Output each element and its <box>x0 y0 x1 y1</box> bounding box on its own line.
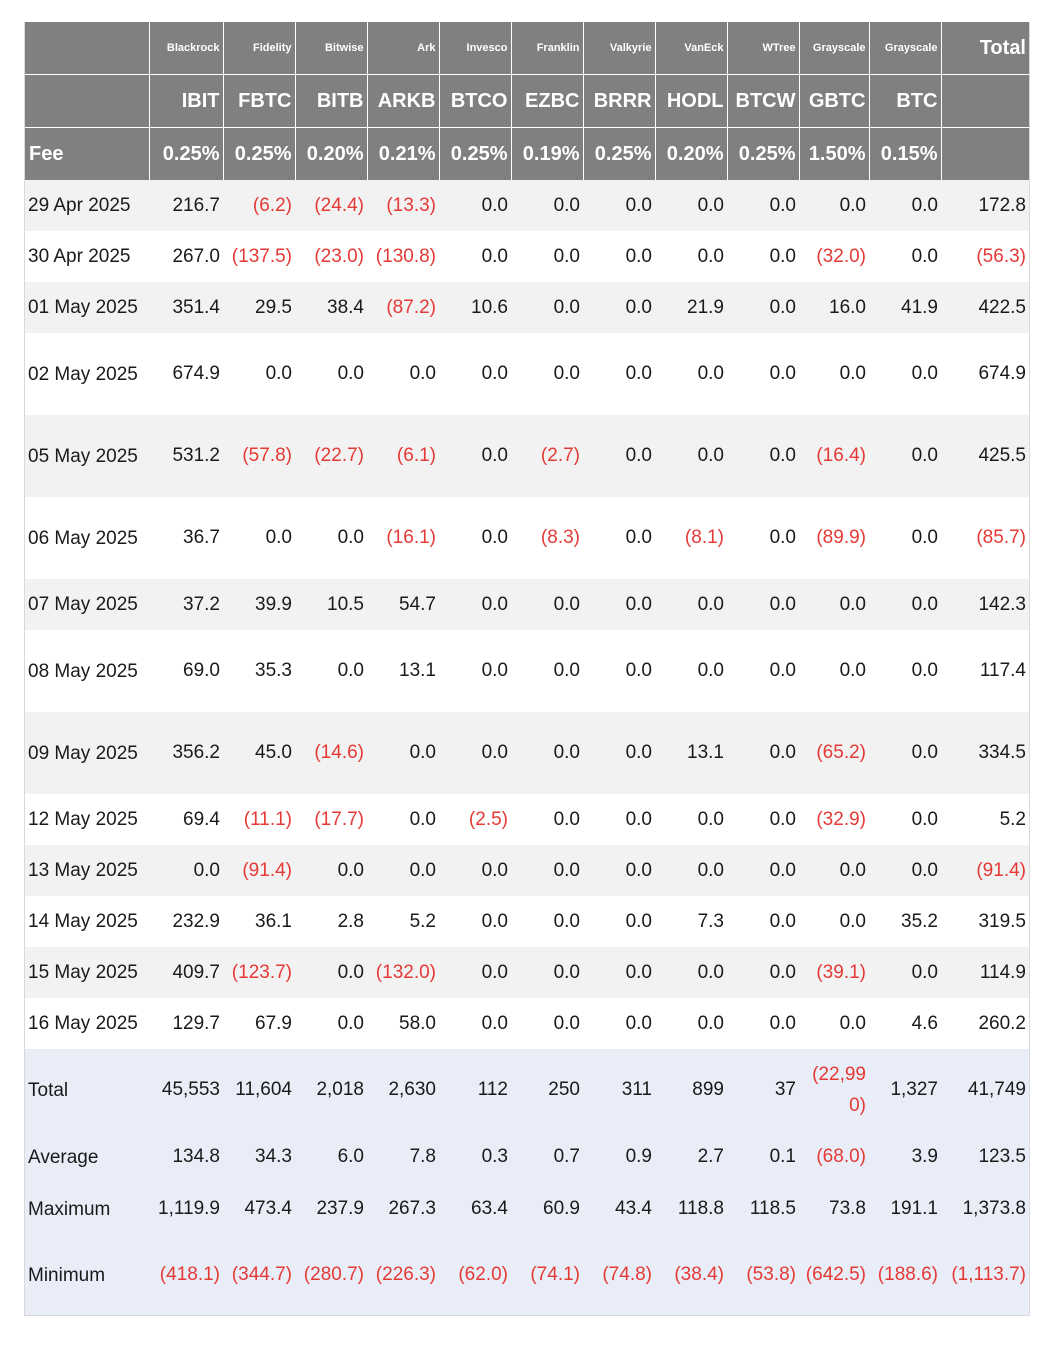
ticker-header-cell: EZBC <box>511 75 583 128</box>
flow-cell: 0.0 <box>655 333 727 415</box>
total-header-cell: Total <box>941 22 1029 75</box>
flow-cell: 36.7 <box>149 497 223 579</box>
flow-cell: 13.1 <box>655 712 727 794</box>
flow-cell: 35.3 <box>223 630 295 712</box>
flow-cell: 0.0 <box>727 896 799 947</box>
flow-cell: 0.0 <box>869 415 941 497</box>
row-total-cell: 5.2 <box>941 794 1029 845</box>
summary-cell: (418.1) <box>149 1235 223 1315</box>
flow-cell: 351.4 <box>149 282 223 333</box>
flow-cell: 0.0 <box>727 333 799 415</box>
fee-cell: 1.50% <box>799 128 869 181</box>
table-row <box>25 630 1029 712</box>
flow-cell: (17.7) <box>295 794 367 845</box>
flow-cell: (89.9) <box>799 497 869 579</box>
flow-cell: 41.9 <box>869 282 941 333</box>
flow-cell: 0.0 <box>511 231 583 282</box>
summary-cell: 1,327 <box>869 1049 941 1131</box>
summary-cell: 1,373.8 <box>941 1183 1029 1235</box>
etf-flow-table-container <box>24 22 1030 1316</box>
summary-label: Maximum <box>25 1183 149 1235</box>
summary-cell: 0.3 <box>439 1131 511 1183</box>
flow-cell: 0.0 <box>295 947 367 998</box>
ticker-header-cell: BTCO <box>439 75 511 128</box>
flow-cell: 0.0 <box>511 333 583 415</box>
flow-cell: 0.0 <box>727 231 799 282</box>
flow-cell: (132.0) <box>367 947 439 998</box>
flow-cell: 0.0 <box>439 333 511 415</box>
fee-label: Fee <box>25 128 149 181</box>
flow-cell: 0.0 <box>799 998 869 1049</box>
flow-cell: 0.0 <box>727 794 799 845</box>
summary-row <box>25 1235 1029 1315</box>
flow-cell: 0.0 <box>799 180 869 231</box>
flow-cell: 0.0 <box>583 333 655 415</box>
summary-cell: 899 <box>655 1049 727 1131</box>
row-total-cell: (85.7) <box>941 497 1029 579</box>
summary-cell: 123.5 <box>941 1131 1029 1183</box>
flow-cell: 0.0 <box>655 794 727 845</box>
flow-cell: 0.0 <box>727 282 799 333</box>
summary-cell: (642.5) <box>799 1235 869 1315</box>
fee-cell <box>941 128 1029 181</box>
summary-cell: 60.9 <box>511 1183 583 1235</box>
summary-cell: 73.8 <box>799 1183 869 1235</box>
fee-cell: 0.20% <box>295 128 367 181</box>
summary-cell: 0.7 <box>511 1131 583 1183</box>
flow-cell: (13.3) <box>367 180 439 231</box>
row-total-cell: 334.5 <box>941 712 1029 794</box>
table-row <box>25 497 1029 579</box>
row-total-cell: 117.4 <box>941 630 1029 712</box>
flow-cell: (16.1) <box>367 497 439 579</box>
flow-cell: (130.8) <box>367 231 439 282</box>
flow-cell: 0.0 <box>439 497 511 579</box>
flow-cell: 10.6 <box>439 282 511 333</box>
table-row <box>25 845 1029 896</box>
flow-cell: 69.4 <box>149 794 223 845</box>
flow-cell: (23.0) <box>295 231 367 282</box>
summary-cell: (74.8) <box>583 1235 655 1315</box>
summary-cell: 250 <box>511 1049 583 1131</box>
flow-cell: 0.0 <box>869 845 941 896</box>
flow-cell: 0.0 <box>295 845 367 896</box>
flow-cell: (14.6) <box>295 712 367 794</box>
summary-cell: (226.3) <box>367 1235 439 1315</box>
flow-cell: 67.9 <box>223 998 295 1049</box>
flow-cell: 0.0 <box>583 630 655 712</box>
flow-cell: 29.5 <box>223 282 295 333</box>
summary-cell: (68.0) <box>799 1131 869 1183</box>
flow-cell: (65.2) <box>799 712 869 794</box>
summary-cell: 2,018 <box>295 1049 367 1131</box>
flow-cell: 21.9 <box>655 282 727 333</box>
ticker-header-cell: BTC <box>869 75 941 128</box>
flow-cell: 37.2 <box>149 579 223 630</box>
summary-cell: 43.4 <box>583 1183 655 1235</box>
flow-cell: (16.4) <box>799 415 869 497</box>
flow-cell: 45.0 <box>223 712 295 794</box>
issuer-header-cell: Franklin <box>511 22 583 75</box>
row-total-cell: 260.2 <box>941 998 1029 1049</box>
summary-cell: 3.9 <box>869 1131 941 1183</box>
flow-cell: (2.5) <box>439 794 511 845</box>
issuer-header-row <box>25 22 1029 75</box>
issuer-header-cell: Valkyrie <box>583 22 655 75</box>
flow-cell: 0.0 <box>869 180 941 231</box>
date-cell: 15 May 2025 <box>25 947 149 998</box>
summary-cell: 45,553 <box>149 1049 223 1131</box>
ticker-header-cell: GBTC <box>799 75 869 128</box>
flow-cell: 0.0 <box>727 579 799 630</box>
flow-cell: 216.7 <box>149 180 223 231</box>
flow-cell: 0.0 <box>295 630 367 712</box>
corner-cell <box>25 22 149 75</box>
flow-cell: 0.0 <box>439 415 511 497</box>
summary-cell: 34.3 <box>223 1131 295 1183</box>
ticker-header-row <box>25 75 1029 128</box>
flow-cell: 0.0 <box>655 579 727 630</box>
table-row <box>25 896 1029 947</box>
row-total-cell: 422.5 <box>941 282 1029 333</box>
summary-cell: 112 <box>439 1049 511 1131</box>
flow-cell: 54.7 <box>367 579 439 630</box>
flow-cell: 0.0 <box>655 415 727 497</box>
fee-cell: 0.15% <box>869 128 941 181</box>
flow-cell: 0.0 <box>439 947 511 998</box>
summary-cell: 0.9 <box>583 1131 655 1183</box>
flow-cell: 10.5 <box>295 579 367 630</box>
table-body <box>25 180 1029 1315</box>
flow-cell: 0.0 <box>367 333 439 415</box>
row-total-cell: 319.5 <box>941 896 1029 947</box>
summary-cell: 118.8 <box>655 1183 727 1235</box>
flow-cell: 0.0 <box>869 231 941 282</box>
row-total-cell: 172.8 <box>941 180 1029 231</box>
flow-cell: 0.0 <box>799 630 869 712</box>
flow-cell: 0.0 <box>727 845 799 896</box>
flow-cell: (39.1) <box>799 947 869 998</box>
summary-cell: 63.4 <box>439 1183 511 1235</box>
issuer-header-cell: Ark <box>367 22 439 75</box>
ticker-header-cell <box>941 75 1029 128</box>
flow-cell: 4.6 <box>869 998 941 1049</box>
ticker-header-cell: BTCW <box>727 75 799 128</box>
flow-cell: 0.0 <box>511 282 583 333</box>
flow-cell: 267.0 <box>149 231 223 282</box>
summary-cell: 473.4 <box>223 1183 295 1235</box>
flow-cell: 0.0 <box>439 712 511 794</box>
flow-cell: 0.0 <box>727 947 799 998</box>
row-total-cell: 674.9 <box>941 333 1029 415</box>
flow-cell: (8.1) <box>655 497 727 579</box>
fee-cell: 0.25% <box>149 128 223 181</box>
flow-cell: (6.2) <box>223 180 295 231</box>
summary-row <box>25 1049 1029 1131</box>
summary-cell: 237.9 <box>295 1183 367 1235</box>
summary-cell: (1,113.7) <box>941 1235 1029 1315</box>
flow-cell: 0.0 <box>511 180 583 231</box>
row-total-cell: 142.3 <box>941 579 1029 630</box>
summary-cell: 267.3 <box>367 1183 439 1235</box>
summary-row <box>25 1183 1029 1235</box>
flow-cell: 0.0 <box>511 896 583 947</box>
row-total-cell: (91.4) <box>941 845 1029 896</box>
flow-cell: 0.0 <box>439 845 511 896</box>
flow-cell: 0.0 <box>799 896 869 947</box>
flow-cell: (8.3) <box>511 497 583 579</box>
flow-cell: 531.2 <box>149 415 223 497</box>
issuer-header-cell: VanEck <box>655 22 727 75</box>
issuer-header-cell: Invesco <box>439 22 511 75</box>
flow-cell: 0.0 <box>439 998 511 1049</box>
flow-cell: (91.4) <box>223 845 295 896</box>
issuer-header-cell: Bitwise <box>295 22 367 75</box>
flow-cell: 0.0 <box>511 947 583 998</box>
date-cell: 09 May 2025 <box>25 712 149 794</box>
flow-cell: 0.0 <box>655 845 727 896</box>
flow-cell: 16.0 <box>799 282 869 333</box>
flow-cell: 0.0 <box>869 712 941 794</box>
flow-cell: 0.0 <box>869 497 941 579</box>
flow-cell: 0.0 <box>727 630 799 712</box>
flow-cell: 13.1 <box>367 630 439 712</box>
summary-cell: (38.4) <box>655 1235 727 1315</box>
table-row <box>25 231 1029 282</box>
table-row <box>25 712 1029 794</box>
flow-cell: 0.0 <box>511 794 583 845</box>
table-row <box>25 180 1029 231</box>
flow-cell: 38.4 <box>295 282 367 333</box>
summary-cell: 118.5 <box>727 1183 799 1235</box>
flow-cell: 0.0 <box>295 497 367 579</box>
date-cell: 05 May 2025 <box>25 415 149 497</box>
flow-cell: 0.0 <box>149 845 223 896</box>
date-cell: 13 May 2025 <box>25 845 149 896</box>
flow-cell: 0.0 <box>583 947 655 998</box>
flow-cell: 409.7 <box>149 947 223 998</box>
flow-cell: 0.0 <box>367 845 439 896</box>
flow-cell: 0.0 <box>583 896 655 947</box>
flow-cell: 7.3 <box>655 896 727 947</box>
flow-cell: 0.0 <box>583 497 655 579</box>
table-row <box>25 794 1029 845</box>
date-cell: 30 Apr 2025 <box>25 231 149 282</box>
flow-cell: 0.0 <box>439 180 511 231</box>
summary-cell: (344.7) <box>223 1235 295 1315</box>
flow-cell: 0.0 <box>439 630 511 712</box>
flow-cell: (57.8) <box>223 415 295 497</box>
ticker-header-cell: BITB <box>295 75 367 128</box>
table-row <box>25 579 1029 630</box>
fee-cell: 0.19% <box>511 128 583 181</box>
flow-cell: 0.0 <box>869 630 941 712</box>
ticker-header-cell: IBIT <box>149 75 223 128</box>
flow-cell: 0.0 <box>295 333 367 415</box>
table-row <box>25 947 1029 998</box>
row-total-cell: 425.5 <box>941 415 1029 497</box>
flow-cell: 232.9 <box>149 896 223 947</box>
issuer-header-cell: Grayscale <box>869 22 941 75</box>
row-total-cell: 114.9 <box>941 947 1029 998</box>
table-row <box>25 333 1029 415</box>
date-cell: 12 May 2025 <box>25 794 149 845</box>
summary-cell: (188.6) <box>869 1235 941 1315</box>
summary-cell: 2,630 <box>367 1049 439 1131</box>
date-cell: 14 May 2025 <box>25 896 149 947</box>
fee-cell: 0.21% <box>367 128 439 181</box>
flow-cell: 0.0 <box>655 630 727 712</box>
summary-cell: 311 <box>583 1049 655 1131</box>
flow-cell: 0.0 <box>583 180 655 231</box>
table-row <box>25 282 1029 333</box>
flow-cell: 674.9 <box>149 333 223 415</box>
summary-cell: (74.1) <box>511 1235 583 1315</box>
flow-cell: 0.0 <box>869 947 941 998</box>
flow-cell: 0.0 <box>727 712 799 794</box>
row-total-cell: (56.3) <box>941 231 1029 282</box>
flow-cell: 0.0 <box>223 333 295 415</box>
flow-cell: 0.0 <box>869 579 941 630</box>
flow-cell: 39.9 <box>223 579 295 630</box>
fee-cell: 0.25% <box>727 128 799 181</box>
flow-cell: 0.0 <box>655 231 727 282</box>
flow-cell: (22.7) <box>295 415 367 497</box>
date-cell: 01 May 2025 <box>25 282 149 333</box>
flow-cell: 0.0 <box>367 712 439 794</box>
table-row <box>25 998 1029 1049</box>
flow-cell: 2.8 <box>295 896 367 947</box>
ticker-header-cell: BRRR <box>583 75 655 128</box>
summary-cell: 1,119.9 <box>149 1183 223 1235</box>
issuer-header-cell: Fidelity <box>223 22 295 75</box>
table-row <box>25 415 1029 497</box>
flow-cell: (24.4) <box>295 180 367 231</box>
flow-cell: 0.0 <box>655 947 727 998</box>
date-cell: 06 May 2025 <box>25 497 149 579</box>
flow-cell: 0.0 <box>583 579 655 630</box>
flow-cell: 0.0 <box>583 712 655 794</box>
flow-cell: 0.0 <box>727 998 799 1049</box>
flow-cell: 36.1 <box>223 896 295 947</box>
issuer-header-cell: Blackrock <box>149 22 223 75</box>
flow-cell: 0.0 <box>869 794 941 845</box>
summary-cell: 6.0 <box>295 1131 367 1183</box>
flow-cell: (32.0) <box>799 231 869 282</box>
flow-cell: 356.2 <box>149 712 223 794</box>
corner-cell <box>25 75 149 128</box>
date-cell: 29 Apr 2025 <box>25 180 149 231</box>
flow-cell: 0.0 <box>655 998 727 1049</box>
summary-cell: 11,604 <box>223 1049 295 1131</box>
flow-cell: 0.0 <box>727 497 799 579</box>
date-cell: 16 May 2025 <box>25 998 149 1049</box>
summary-cell: 134.8 <box>149 1131 223 1183</box>
flow-cell: 0.0 <box>511 579 583 630</box>
flow-cell: 0.0 <box>511 712 583 794</box>
summary-label: Average <box>25 1131 149 1183</box>
summary-cell: 2.7 <box>655 1131 727 1183</box>
summary-cell: 191.1 <box>869 1183 941 1235</box>
issuer-header-cell: Grayscale <box>799 22 869 75</box>
etf-flow-table <box>25 22 1029 1315</box>
flow-cell: 0.0 <box>439 896 511 947</box>
date-cell: 07 May 2025 <box>25 579 149 630</box>
flow-cell: 0.0 <box>869 333 941 415</box>
flow-cell: 0.0 <box>655 180 727 231</box>
flow-cell: 129.7 <box>149 998 223 1049</box>
table-header <box>25 22 1029 180</box>
issuer-header-cell: WTree <box>727 22 799 75</box>
flow-cell: 0.0 <box>583 794 655 845</box>
flow-cell: 0.0 <box>511 998 583 1049</box>
flow-cell: (137.5) <box>223 231 295 282</box>
flow-cell: (87.2) <box>367 282 439 333</box>
flow-cell: 0.0 <box>727 180 799 231</box>
flow-cell: 58.0 <box>367 998 439 1049</box>
flow-cell: 0.0 <box>583 282 655 333</box>
summary-label: Total <box>25 1049 149 1131</box>
flow-cell: 0.0 <box>583 415 655 497</box>
flow-cell: 0.0 <box>799 845 869 896</box>
fee-cell: 0.25% <box>583 128 655 181</box>
flow-cell: 0.0 <box>511 630 583 712</box>
flow-cell: (2.7) <box>511 415 583 497</box>
flow-cell: 0.0 <box>583 998 655 1049</box>
fee-header-row <box>25 128 1029 181</box>
fee-cell: 0.20% <box>655 128 727 181</box>
flow-cell: 0.0 <box>367 794 439 845</box>
flow-cell: 0.0 <box>727 415 799 497</box>
summary-label: Minimum <box>25 1235 149 1315</box>
summary-cell: (22,990) <box>799 1049 869 1131</box>
flow-cell: 0.0 <box>295 998 367 1049</box>
flow-cell: 35.2 <box>869 896 941 947</box>
flow-cell: 0.0 <box>511 845 583 896</box>
summary-cell: 41,749 <box>941 1049 1029 1131</box>
flow-cell: (6.1) <box>367 415 439 497</box>
date-cell: 02 May 2025 <box>25 333 149 415</box>
flow-cell: (11.1) <box>223 794 295 845</box>
flow-cell: (32.9) <box>799 794 869 845</box>
date-cell: 08 May 2025 <box>25 630 149 712</box>
flow-cell: 0.0 <box>583 845 655 896</box>
flow-cell: 0.0 <box>439 231 511 282</box>
flow-cell: 0.0 <box>799 333 869 415</box>
fee-cell: 0.25% <box>439 128 511 181</box>
summary-row <box>25 1131 1029 1183</box>
summary-cell: (62.0) <box>439 1235 511 1315</box>
flow-cell: 0.0 <box>583 231 655 282</box>
ticker-header-cell: HODL <box>655 75 727 128</box>
summary-cell: (53.8) <box>727 1235 799 1315</box>
flow-cell: 0.0 <box>439 579 511 630</box>
flow-cell: 0.0 <box>223 497 295 579</box>
summary-cell: 0.1 <box>727 1131 799 1183</box>
fee-cell: 0.25% <box>223 128 295 181</box>
flow-cell: 69.0 <box>149 630 223 712</box>
flow-cell: 0.0 <box>799 579 869 630</box>
flow-cell: (123.7) <box>223 947 295 998</box>
ticker-header-cell: ARKB <box>367 75 439 128</box>
summary-cell: 37 <box>727 1049 799 1131</box>
summary-cell: (280.7) <box>295 1235 367 1315</box>
ticker-header-cell: FBTC <box>223 75 295 128</box>
flow-cell: 5.2 <box>367 896 439 947</box>
summary-cell: 7.8 <box>367 1131 439 1183</box>
